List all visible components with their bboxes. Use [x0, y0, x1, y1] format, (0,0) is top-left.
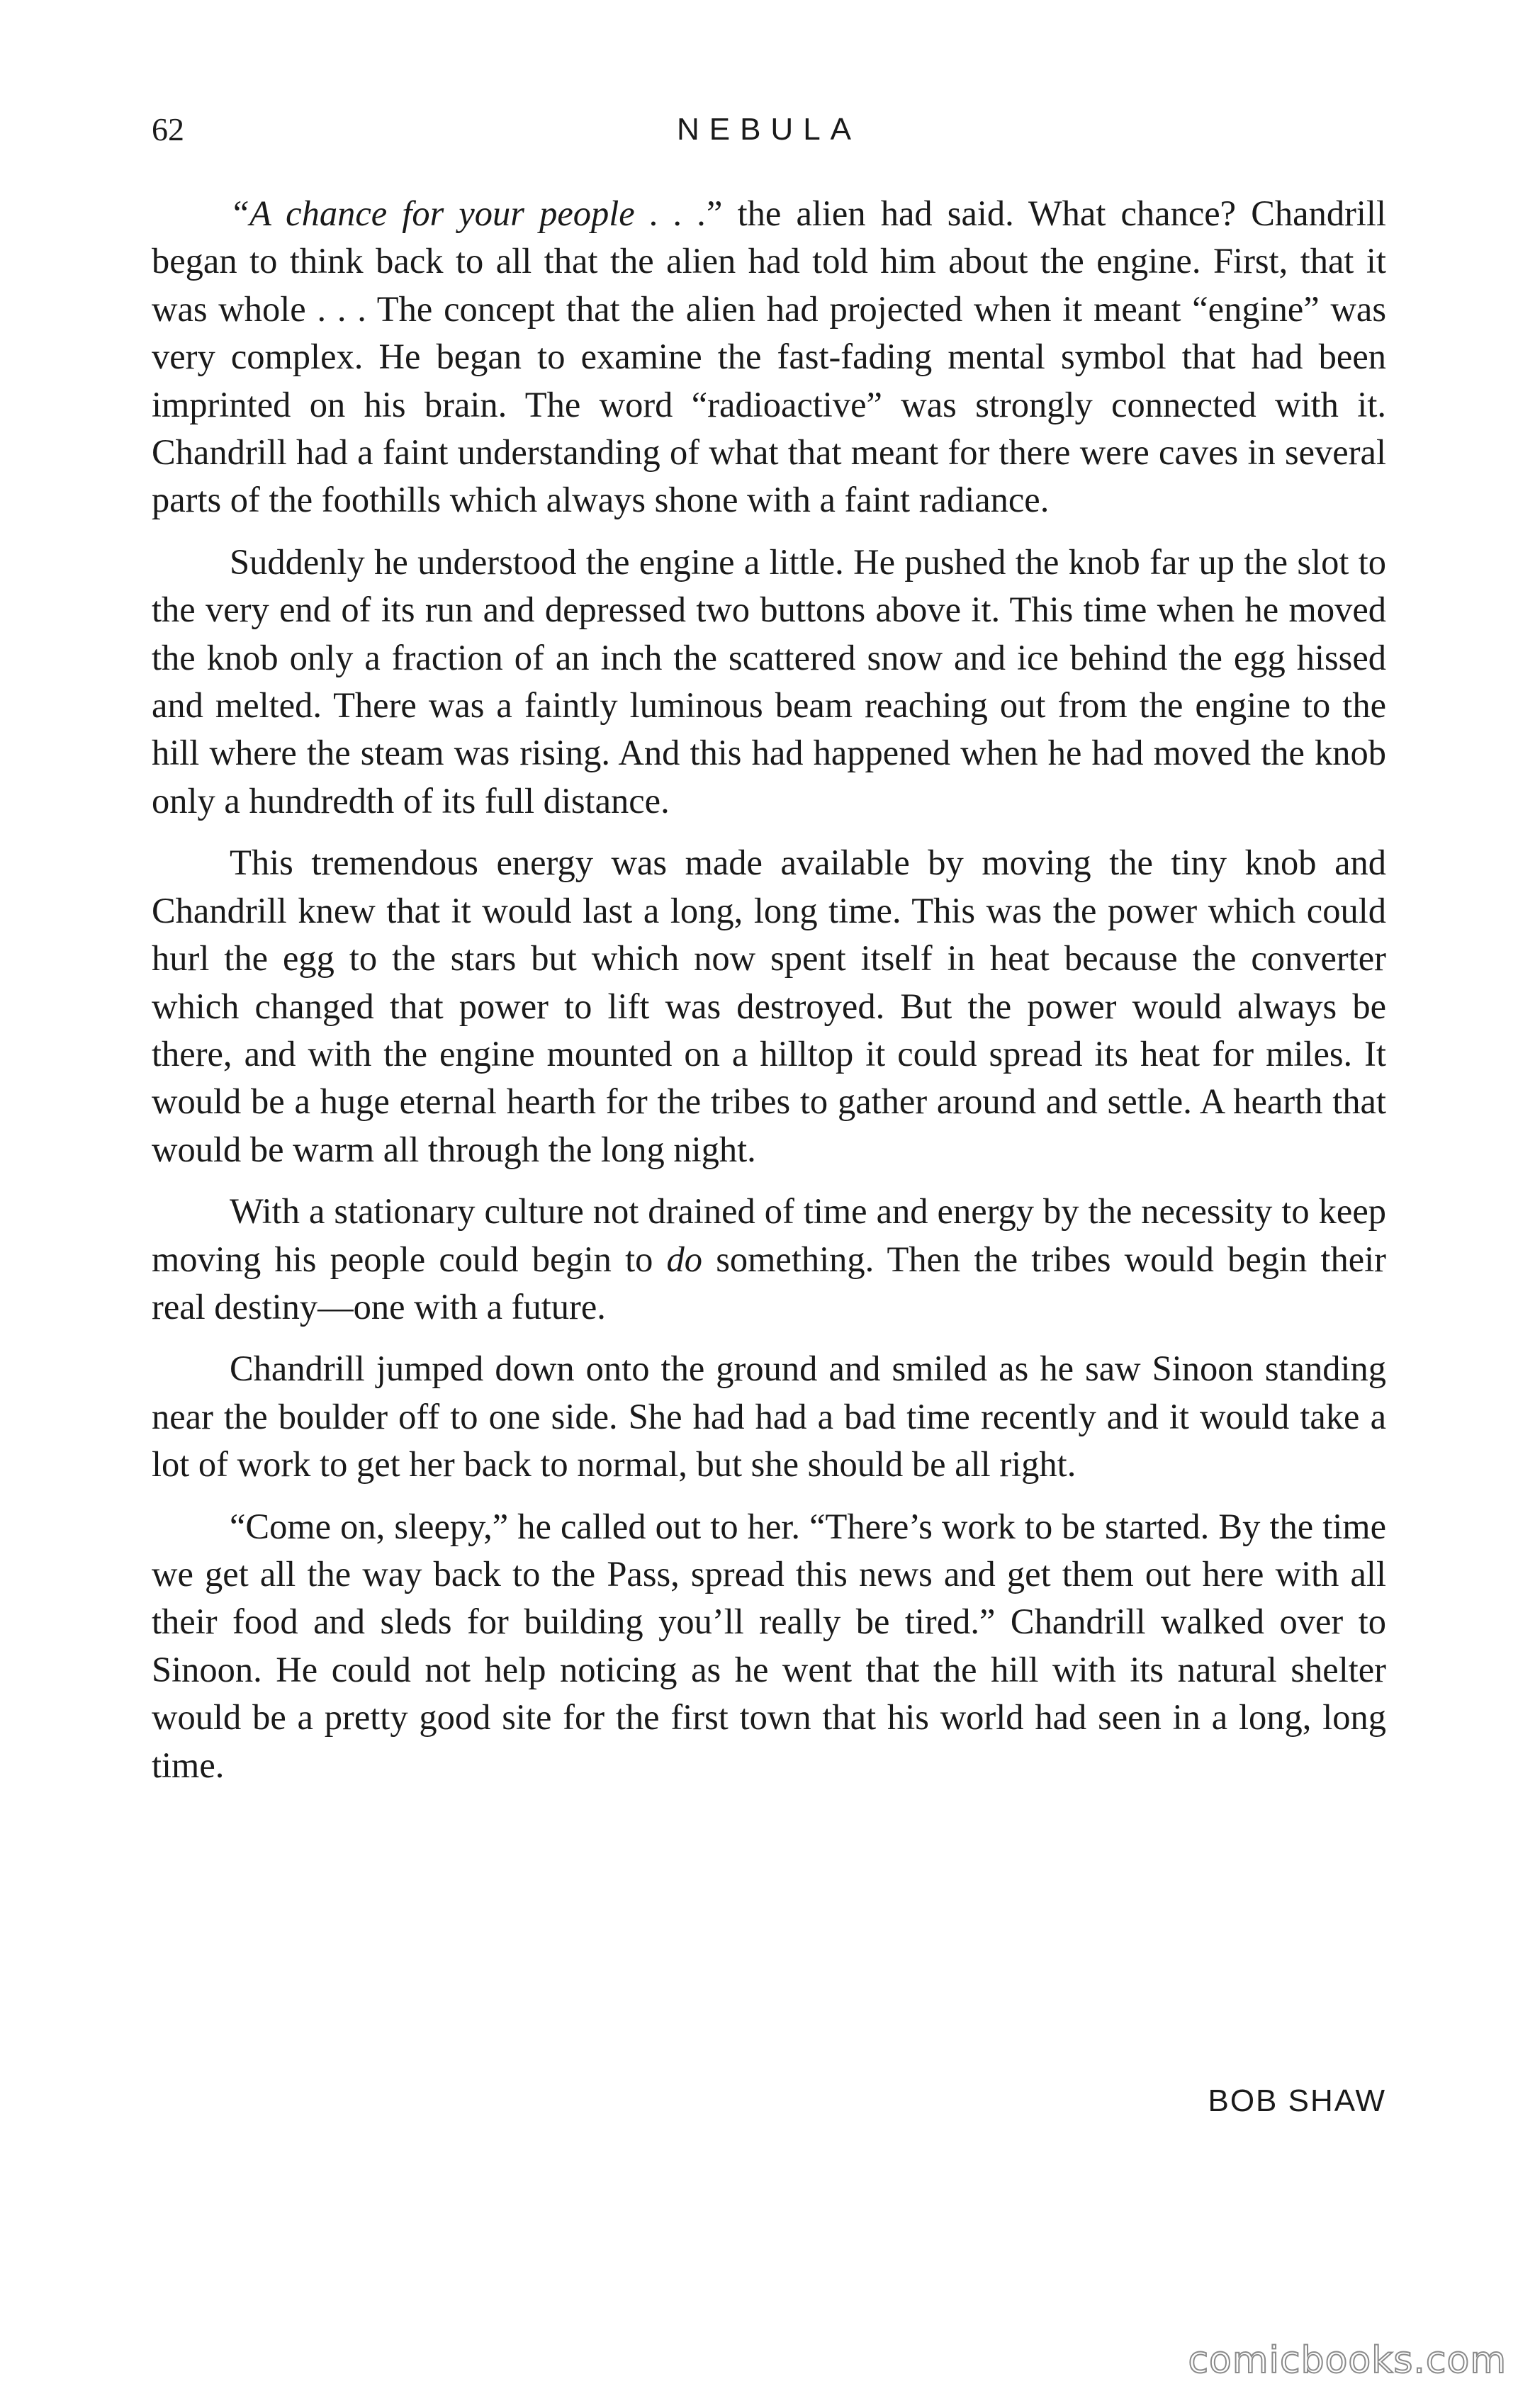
paragraph-text: With a stationary culture not drained of time and energy by the necessity to keep moving his people could begin to [152, 1191, 1386, 1279]
page-number: 62 [152, 111, 184, 147]
watermark-logo: comicbooks.com [1188, 2339, 1507, 2382]
paragraph: This tremendous energy was made available by moving the tiny knob and Chandrill knew that it would last a long, long time. This was the power which could hurl the egg to the stars but which now spent itself in heat because the converter which changed that power to lift was destroyed. But the power would always be there, and with the engine mounted on a hilltop it could spread its heat for miles. It would be a huge eternal hearth for the tribes to gather around and settle. A hearth that would be warm all through the long night. [152, 843, 1386, 1169]
paragraph: Suddenly he understood the engine a little. He pushed the knob far up the slot to the very end of its run and depressed two buttons above it. This time when he moved the knob only a fraction of an inch the scattered snow and ice behind the egg hissed and melted. There was a faintly luminous beam reaching out from the engine to the hill where the steam was rising. And this had happened when he had moved the knob only a hundredth of its full distance. [152, 541, 1386, 821]
paragraph-text: ” the alien had said. What chance? Chandrill began to think back to all that the alien had told him about the engine. First, that it was whole . . . The concept that the alien had projected when it meant “engine” was very complex. He began to examine the fast-fading mental symbol that had been imprinted on his brain. The word “radioactive” was strongly connected with it. Chandrill had a faint understanding of what that meant for there were caves in several parts of the foothills which always shone with a faint radiance. [152, 193, 1386, 520]
running-title: NEBULA [676, 112, 862, 147]
paragraph [152, 1188, 1386, 1331]
page-header [152, 98, 1386, 162]
italic-quote: “A chance for your people . . . [230, 193, 707, 233]
paragraph-text: something. Then the tribes would begin their real destiny—one with a future. [152, 1239, 1386, 1327]
paragraph: “Come on, sleepy,” he called out to her. “There’s work to be started. By the time we get all the way back to the Pass, spread this news and get them out here with all their food and sleds for building you’ll really be tired.” Chandrill walked over to Sinoon. He could not help noticing as he went that the hill with its natural shelter would be a pretty good site for the first town that his world had seen in a long, long time. [152, 1506, 1386, 1785]
paragraph [152, 190, 1386, 524]
italic-word: do [666, 1239, 703, 1279]
paragraph: Chandrill jumped down onto the ground and smiled as he saw Sinoon standing near the boulder off to one side. She had had a bad time recently and it would take a lot of work to get her back to normal, but she should be all right. [152, 1349, 1386, 1485]
story-text [152, 190, 1386, 1804]
author-byline: BOB SHAW [1208, 2083, 1386, 2118]
